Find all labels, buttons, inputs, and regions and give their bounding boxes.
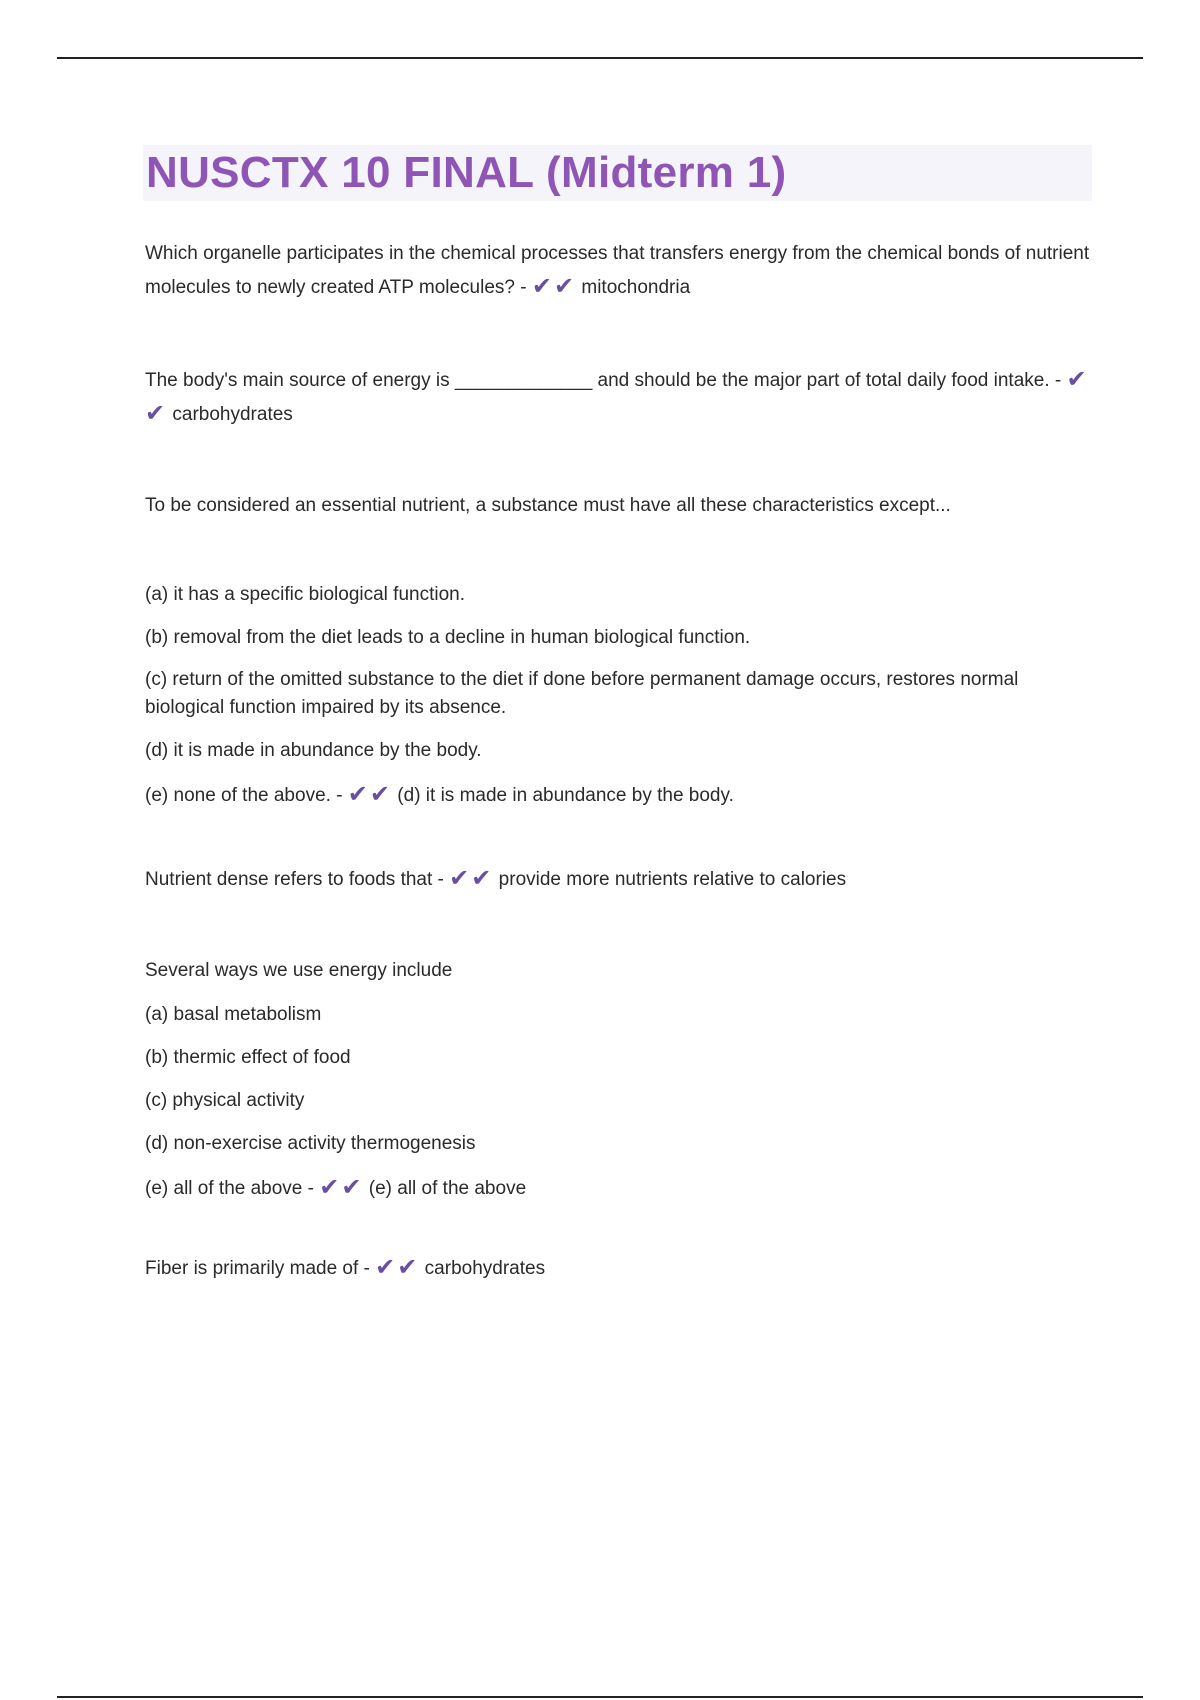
answer-text: mitochondria — [581, 277, 691, 298]
question-text: Nutrient dense refers to foods that - — [145, 869, 444, 890]
page-title: NUSCTX 10 FINAL (Midterm 1) — [146, 148, 787, 197]
check-icon: ✔ — [341, 1174, 362, 1201]
question-6 — [145, 1251, 1095, 1285]
option-item: (c) return of the omitted substance to the diet if done before permanent damage occurs, restores normal biological function impaired by its absence. — [145, 669, 1019, 718]
question-text: To be considered an essential nutrient, a substance must have all these characteristics except... — [145, 495, 951, 516]
question-3 — [145, 490, 1095, 522]
option-item-last — [145, 779, 1095, 810]
option-item: (a) basal metabolism — [145, 1004, 322, 1025]
bottom-rule — [57, 1696, 1143, 1698]
check-icon: ✔ — [375, 1254, 396, 1281]
check-icon: ✔ — [347, 781, 368, 808]
option-text: (e) all of the above - — [145, 1178, 314, 1199]
check-icon: ✔ — [1066, 366, 1087, 393]
answer-text: (d) it is made in abundance by the body. — [397, 785, 734, 806]
option-item: (a) it has a specific biological function. — [145, 584, 465, 605]
option-item: (c) physical activity — [145, 1090, 305, 1111]
check-icon: ✔ — [449, 865, 470, 892]
answer-text: carbohydrates — [424, 1258, 546, 1279]
question-4 — [145, 862, 1095, 896]
check-icon: ✔ — [319, 1174, 340, 1201]
answer-text: (e) all of the above — [368, 1178, 527, 1199]
option-text: (e) none of the above. - — [145, 785, 343, 806]
question-text: Fiber is primarily made of - — [145, 1258, 370, 1279]
question-5 — [145, 955, 1095, 987]
answer-text: provide more nutrients relative to calories — [498, 869, 847, 890]
top-rule — [57, 57, 1143, 59]
check-icon: ✔ — [145, 400, 166, 427]
document-body — [145, 238, 1095, 1285]
question-text: The body's main source of energy is _____________ and should be the major part of total daily food intake. - — [145, 370, 1062, 391]
answer-text: carbohydrates — [172, 404, 293, 425]
option-item: (d) it is made in abundance by the body. — [145, 740, 482, 761]
option-item: (d) non-exercise activity thermogenesis — [145, 1133, 476, 1154]
check-icon: ✔ — [397, 1254, 418, 1281]
question-text: Which organelle participates in the chemical processes that transfers energy from the chemical bonds of nutrient molecules to newly created ATP molecules? - — [145, 243, 1090, 298]
options-list — [145, 1000, 1095, 1203]
question-text: Several ways we use energy include — [145, 960, 453, 981]
question-1 — [145, 238, 1095, 304]
options-list — [145, 580, 1095, 810]
check-icon: ✔ — [531, 273, 552, 300]
check-icon: ✔ — [369, 781, 391, 808]
check-icon: ✔ — [471, 865, 492, 892]
option-item: (b) thermic effect of food — [145, 1047, 351, 1068]
check-icon: ✔ — [553, 273, 575, 300]
option-item-last — [145, 1172, 1095, 1203]
question-2 — [145, 363, 1095, 431]
option-item: (b) removal from the diet leads to a decline in human biological function. — [145, 627, 751, 648]
